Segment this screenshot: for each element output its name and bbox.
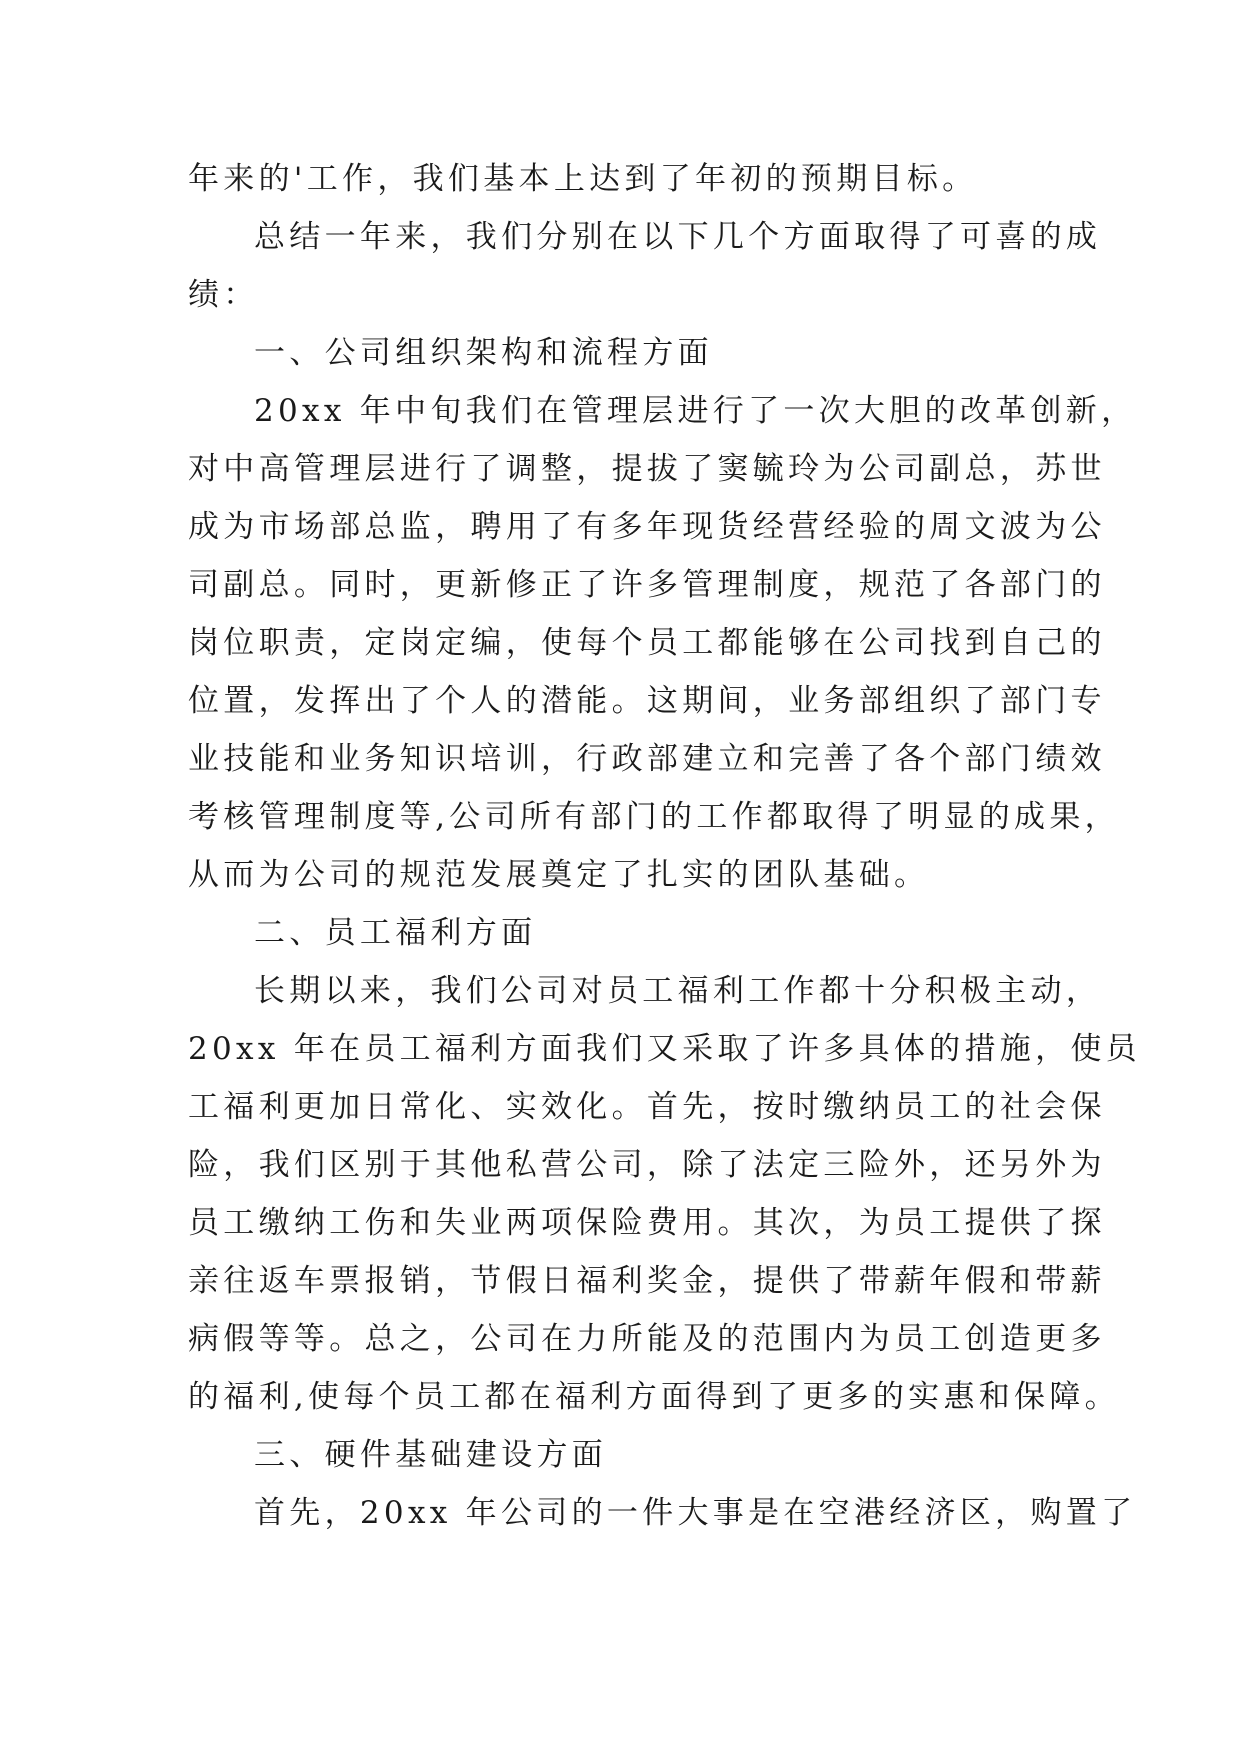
document-body <box>188 150 1141 1542</box>
paragraph-start-line: 首先，20xx 年公司的一件大事是在空港经济区，购置了 <box>254 1495 1137 1531</box>
text-line: 位置，发挥出了个人的潜能。这期间，业务部组织了部门专 <box>188 683 1106 719</box>
text-line: 险，我们区别于其他私营公司，除了法定三险外，还另外为 <box>188 1147 1106 1183</box>
text-line: 司副总。同时，更新修正了许多管理制度，规范了各部门的 <box>188 567 1106 603</box>
paragraph-start-line: 20xx 年中旬我们在管理层进行了一次大胆的改革创新， <box>254 393 1137 429</box>
text-line: 年来的'工作，我们基本上达到了年初的预期目标。 <box>188 161 978 197</box>
text-line: 对中高管理层进行了调整，提拔了窦毓玲为公司副总，苏世 <box>188 451 1106 487</box>
text-line: 绩： <box>188 277 259 313</box>
text-line: 病假等等。总之，公司在力所能及的范围内为员工创造更多 <box>188 1321 1106 1357</box>
section-heading-1: 一、公司组织架构和流程方面 <box>254 335 713 371</box>
text-line: 20xx 年在员工福利方面我们又采取了许多具体的措施，使员 <box>188 1031 1141 1067</box>
text-line: 工福利更加日常化、实效化。首先，按时缴纳员工的社会保 <box>188 1089 1106 1125</box>
paragraph-start-line: 长期以来，我们公司对员工福利工作都十分积极主动， <box>254 973 1102 1009</box>
text-line: 岗位职责，定岗定编，使每个员工都能够在公司找到自己的 <box>188 625 1106 661</box>
text-line: 亲往返车票报销，节假日福利奖金，提供了带薪年假和带薪 <box>188 1263 1106 1299</box>
section-heading-3: 三、硬件基础建设方面 <box>254 1437 607 1473</box>
text-line: 员工缴纳工伤和失业两项保险费用。其次，为员工提供了探 <box>188 1205 1106 1241</box>
text-line: 从而为公司的规范发展奠定了扎实的团队基础。 <box>188 857 930 893</box>
text-line: 成为市场部总监，聘用了有多年现货经营经验的周文波为公 <box>188 509 1106 545</box>
text-line: 的福利,使每个员工都在福利方面得到了更多的实惠和保障。 <box>188 1379 1120 1415</box>
paragraph-start-line: 总结一年来，我们分别在以下几个方面取得了可喜的成 <box>254 219 1102 255</box>
section-heading-2: 二、员工福利方面 <box>254 915 537 951</box>
text-line: 业技能和业务知识培训，行政部建立和完善了各个部门绩效 <box>188 741 1106 777</box>
text-line: 考核管理制度等,公司所有部门的工作都取得了明显的成果， <box>188 799 1120 835</box>
